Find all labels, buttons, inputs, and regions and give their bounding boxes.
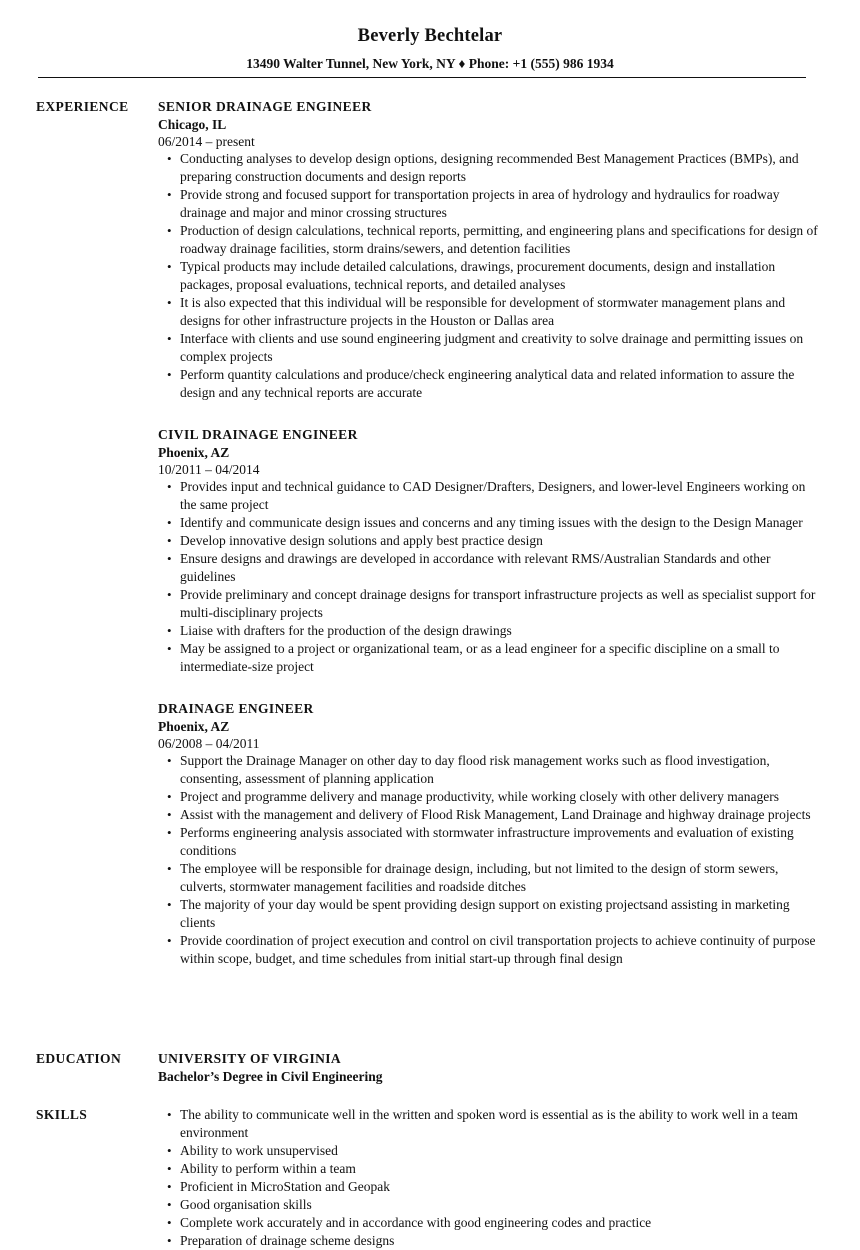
job-bullets	[158, 752, 818, 968]
bullet-item: • Provide strong and focused support for transportation projects in area of hydrology and hydraulics for roadway drainage and major and minor crossing structures	[158, 186, 818, 222]
bullet-item: • Support the Drainage Manager on other day to day flood risk management works such as flood investigation, consenting, assessment of planning application	[158, 752, 818, 788]
skill-item: • Ability to work unsupervised	[158, 1142, 818, 1160]
job-location: Chicago, IL	[158, 117, 227, 132]
bullet-item: • It is also expected that this individual will be responsible for development of stormwater management plans and designs for other infrastructure projects in the Houston or Dallas area	[158, 294, 818, 330]
bullet-item: • Production of design calculations, technical reports, permitting, and engineering plans and specifications for design of roadway drainage facilities, storm drains/sewers, and detention facilities	[158, 222, 818, 258]
bullet-item: • Develop innovative design solutions and apply best practice design	[158, 532, 818, 550]
bullet-item: • The employee will be responsible for drainage design, including, but not limited to the design of storm sewers, culverts, stormwater management facilities and roadside ditches	[158, 860, 818, 896]
job-location: Phoenix, AZ	[158, 719, 230, 734]
bullet-item: • Typical products may include detailed calculations, drawings, procurement documents, design and installation packages, proposal evaluations, technical reports, and detailed analyses	[158, 258, 818, 294]
skills-label: SKILLS	[36, 1107, 88, 1122]
bullet-item: • Provides input and technical guidance to CAD Designer/Drafters, Designers, and lower-level Engineers working on the same project	[158, 478, 818, 514]
job-dates: 10/2011 – 04/2014	[158, 462, 260, 477]
job-bullets	[158, 478, 818, 676]
bullet-item: • Provide preliminary and concept drainage designs for transport infrastructure projects as well as specialist support for multi-disciplinary projects	[158, 586, 818, 622]
bullet-item: • The majority of your day would be spent providing design support on existing projectsand assisting in marketing clients	[158, 896, 818, 932]
skills-list	[158, 1106, 818, 1250]
education-body	[158, 1050, 818, 1086]
job-entry	[158, 700, 818, 968]
bullet-item: • Perform quantity calculations and produce/check engineering analytical data and related information to assure the design and any technical reports are accurate	[158, 366, 818, 402]
skill-item: • Complete work accurately and in accordance with good engineering codes and practice	[158, 1214, 818, 1232]
education-label: EDUCATION	[36, 1051, 122, 1066]
education-school: UNIVERSITY OF VIRGINIA	[158, 1051, 342, 1066]
skill-item: • Preparation of drainage scheme designs	[158, 1232, 818, 1250]
job-dates: 06/2014 – present	[158, 134, 255, 149]
bullet-item: • Identify and communicate design issues and concerns and any timing issues with the design to the Design Manager	[158, 514, 818, 532]
skill-item: • Ability to perform within a team	[158, 1160, 818, 1178]
job-title: DRAINAGE ENGINEER	[158, 701, 314, 716]
job-title: SENIOR DRAINAGE ENGINEER	[158, 99, 372, 114]
job-location: Phoenix, AZ	[158, 445, 230, 460]
bullet-item: • Interface with clients and use sound engineering judgment and creativity to solve drainage and permitting issues on complex projects	[158, 330, 818, 366]
experience-label: EXPERIENCE	[36, 99, 129, 114]
skill-item: • Proficient in MicroStation and Geopak	[158, 1178, 818, 1196]
job-title: CIVIL DRAINAGE ENGINEER	[158, 427, 358, 442]
bullet-item: • Provide coordination of project execution and control on civil transportation projects to achieve continuity of purpose within scope, budget, and time schedules from initial start-up through final design	[158, 932, 818, 968]
header-divider	[38, 77, 806, 78]
bullet-item: • May be assigned to a project or organizational team, or as a lead engineer for a specific discipline on a small to intermediate-size project	[158, 640, 818, 676]
experience-body	[158, 98, 818, 968]
resume-header	[0, 0, 860, 72]
bullet-item: • Liaise with drafters for the production of the design drawings	[158, 622, 818, 640]
bullet-item: • Performs engineering analysis associated with stormwater infrastructure improvements and evaluation of existing conditions	[158, 824, 818, 860]
job-bullets	[158, 150, 818, 402]
bullet-item: • Project and programme delivery and manage productivity, while working closely with other delivery managers	[158, 788, 818, 806]
candidate-name: Beverly Bechtelar	[357, 26, 503, 46]
skills-body	[158, 1106, 818, 1250]
bullet-item: • Ensure designs and drawings are developed in accordance with relevant RMS/Australian Standards and other guidelines	[158, 550, 818, 586]
job-entry	[158, 98, 818, 402]
job-dates: 06/2008 – 04/2011	[158, 736, 260, 751]
job-entry	[158, 426, 818, 676]
skill-item: • Good organisation skills	[158, 1196, 818, 1214]
bullet-item: • Conducting analyses to develop design options, designing recommended Best Management Practices (BMPs), and preparing construction documents and design reports	[158, 150, 818, 186]
contact-line: 13490 Walter Tunnel, New York, NY ♦ Phone: +1 (555) 986 1934	[246, 56, 614, 71]
bullet-item: • Assist with the management and delivery of Flood Risk Management, Land Drainage and highway drainage projects	[158, 806, 818, 824]
skill-item: • The ability to communicate well in the written and spoken word is essential as is the ability to work well in a team environment	[158, 1106, 818, 1142]
education-degree: Bachelor’s Degree in Civil Engineering	[158, 1069, 383, 1084]
